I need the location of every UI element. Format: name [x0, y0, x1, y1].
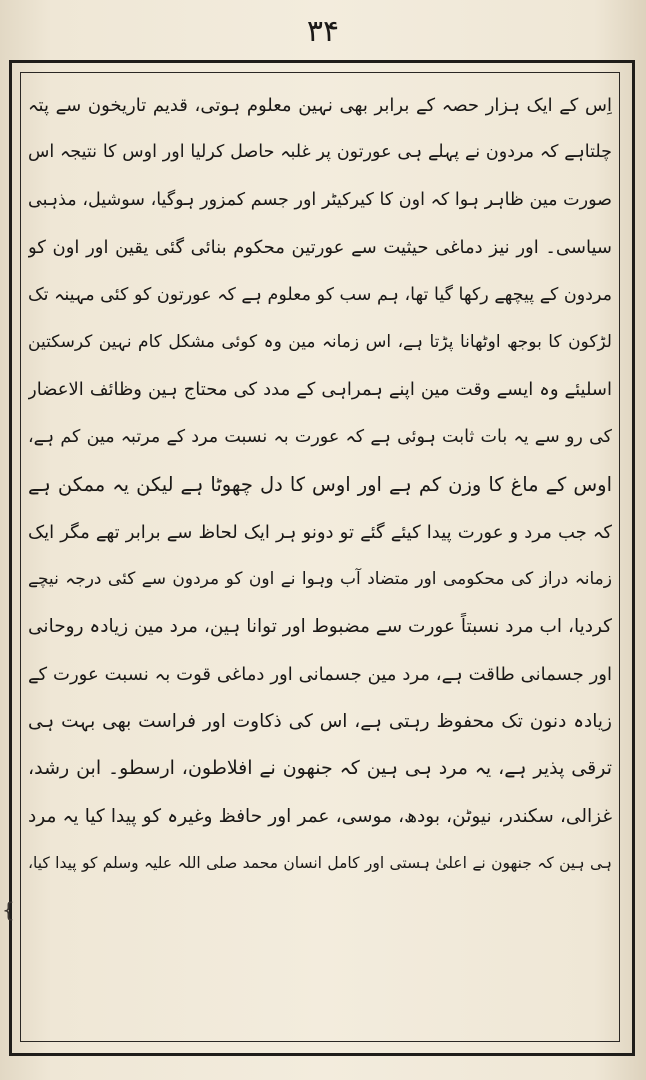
text-line: صورت مین ظاہر ہوا کہ اون کا کیرکیٹر اور جسم کمزور ہوگیا، سوشیل، مذہبی [28, 189, 612, 210]
text-line: ہی ہین کہ جنھون نے اعلیٰ ہستی اور کامل انسان محمد صلی اللہ علیہ وسلم کو پیدا کیا، [28, 854, 612, 873]
text-line: زیادہ دنون تک محفوظ رہتی ہے، اس کی ذکاوت اور فراست بھی بہت ہی [28, 711, 612, 733]
text-line: زمانہ دراز کی محکومی اور متضاد آب وہوا نے اون کو مردون سے کئی درجہ نیچے [28, 568, 612, 589]
text-line: کہ جب مرد و عورت پیدا کیئے گئے تو دونو ہر ایک لحاظ سے برابر تھے مگر ایک [28, 521, 612, 543]
text-line: لڑکون کا بوجھ اوٹھانا پڑتا ہے، اس زمانہ مین وہ کوئی مشکل کام نہین کرسکتین [28, 331, 612, 352]
page-number: ۳۴ [306, 14, 340, 49]
text-line: چلتاہے کہ مردون نے پہلے ہی عورتون پر غلبہ حاصل کرلیا اور اوس کا نتیجہ اس [28, 142, 612, 163]
text-line: سیاسی۔ اور نیز دماغی حیثیت سے عورتین محکوم بنائی گئی یقین اور اون کو [28, 237, 612, 259]
margin-mark: { [2, 898, 15, 922]
text-line: ترقی پذیر ہے، یہ مرد ہی ہین کہ جنھون نے افلاطون، ارسطو۔ ابن رشد، [28, 757, 612, 780]
body-text [28, 82, 612, 1042]
text-line: مردون کے پیچھے رکھا گیا تھا، ہم سب کو معلوم ہے کہ عورتون کو کئی مہینہ تک [28, 284, 612, 305]
text-line: کردیا، اب مرد نسبتاً عورت سے مضبوط اور توانا ہین، مرد مین زیادہ روحانی [28, 616, 612, 638]
text-line: اسلیئے وہ ایسے وقت مین اپنے ہمراہی کے مدد کی محتاج ہین وظائف الاعضار [28, 379, 612, 401]
text-line: کی رو سے یہ بات ثابت ہوئی ہے کہ عورت بہ نسبت مرد کے مرتبہ مین کم ہے، [28, 426, 612, 447]
text-line: غزالی، سکندر، نیوٹن، بودھ، موسی، عمر اور حافظ وغیرہ کو پیدا کیا یہ مرد [28, 805, 612, 827]
text-line: اور جسمانی طاقت ہے، مرد مین جسمانی اور دماغی قوت بہ نسبت عورت کے [28, 663, 612, 685]
text-line: اِس کے ایک ہزار حصہ کے برابر بھی نہین معلوم ہوتی، قدیم تاریخون سے پتہ [28, 95, 612, 116]
text-line: اوس کے ماغ کا وزن کم ہے اور اوس کا دل چھوٹا ہے لیکن یہ ممکن ہے [28, 473, 612, 497]
